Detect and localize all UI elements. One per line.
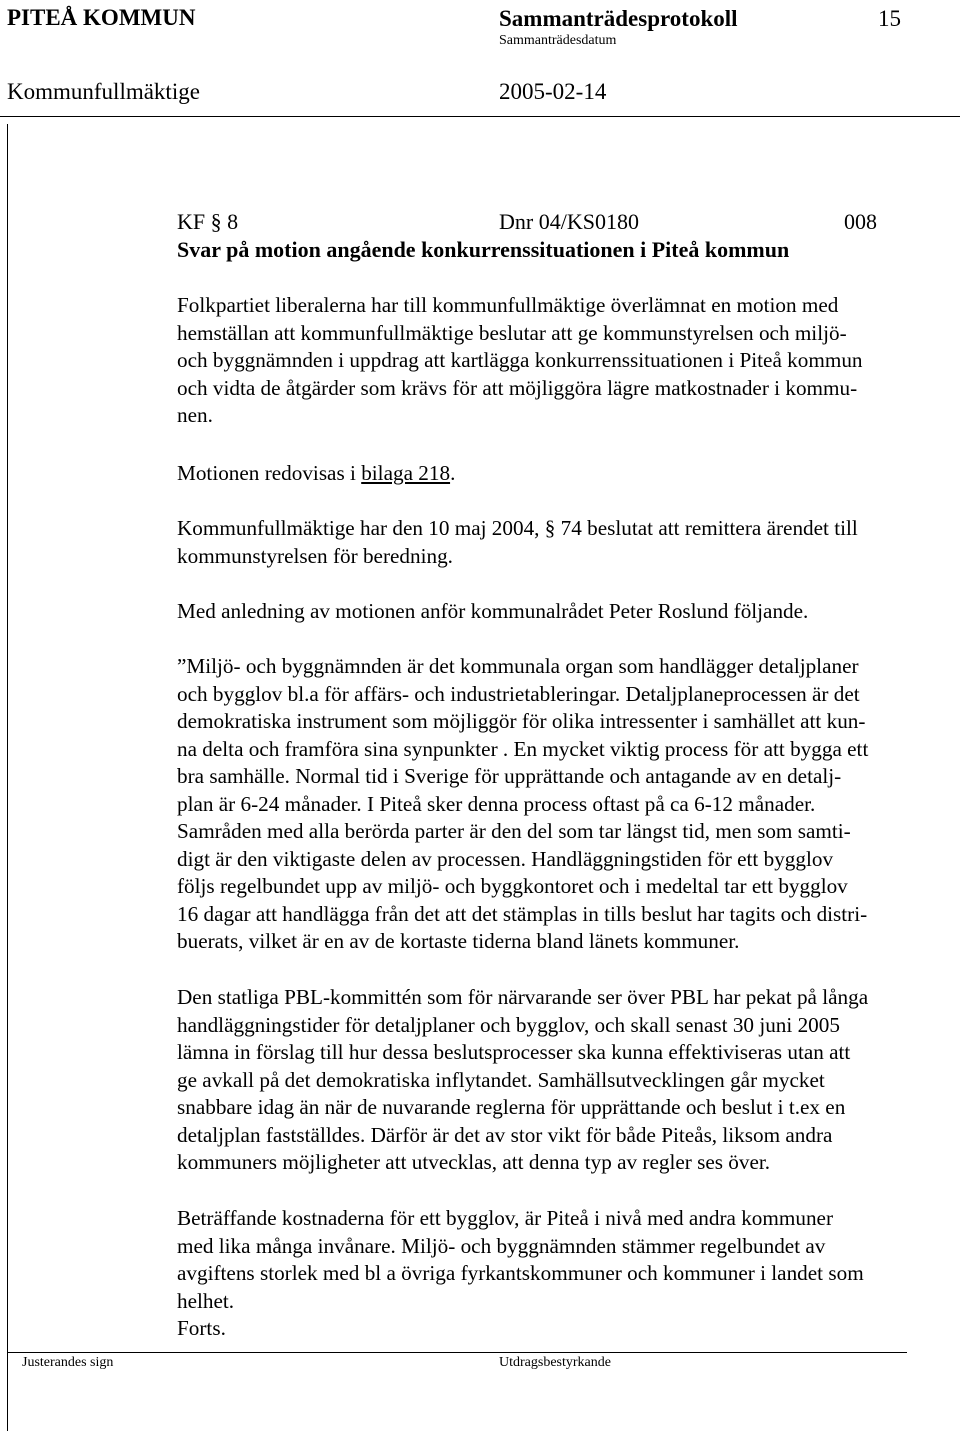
text-segment: . — [450, 461, 456, 485]
text-line: ”Miljö- och byggnämnden är det kommunala organ som handlägger detaljplaner — [177, 654, 859, 678]
text-line: buerats, vilket är en av de kortaste tiderna bland länets kommuner. — [177, 929, 740, 953]
text-line: och byggnämnden i uppdrag att kartlägga konkurrenssituationen i Piteå kommun — [177, 348, 863, 372]
paragraph-intro — [177, 598, 960, 626]
text-line: demokratiska instrument som möjliggör för olika intressenter i samhället att kun- — [177, 709, 866, 733]
text-line: Folkpartiet liberalerna har till kommunfullmäktige överlämnat en motion med — [177, 293, 839, 317]
text-line: avgiftens storlek med bl a övriga fyrkantskommuner och kommuner i landet som — [177, 1261, 864, 1285]
text-segment: 74 beslutat att remittera ärendet till — [555, 516, 858, 540]
text-line: och bygglov bl.a för affärs- och industrietableringar. Detaljplaneprocessen är det — [177, 681, 860, 706]
date-label: Sammanträdesdatum — [499, 33, 617, 48]
text-segment: Motionen redovisas i — [177, 461, 362, 485]
paragraph-quote — [177, 653, 960, 956]
paragraph-costs — [177, 1205, 960, 1343]
document-type: Sammanträdesprotokoll — [499, 6, 738, 31]
text-line: kommuners möjligheter att utvecklas, att denna typ av regler ses över. — [177, 1150, 771, 1174]
text-line: handläggningstider för detaljplaner och bygglov, och skall senast 30 juni 2005 — [177, 1012, 840, 1037]
text-line: lämna in förslag till hur dessa beslutsprocesser ska kunna effektiviseras utan att — [177, 1040, 851, 1064]
text-line: nen. — [177, 403, 213, 427]
certification-label: Utdragsbestyrkande — [499, 1355, 611, 1370]
case-section — [177, 209, 238, 235]
case-code: 008 — [844, 209, 877, 234]
section-sign: § — [544, 516, 556, 540]
text-line: helhet. — [177, 1288, 235, 1313]
text-segment: Kommunfullmäktige har den 10 maj 2004, — [177, 516, 545, 540]
text-line: snabbare idag än när de nuvarande reglerna för upprättande och beslut i t.ex en — [177, 1095, 846, 1119]
paragraph-attachment — [177, 460, 960, 488]
signature-label: Justerandes sign — [22, 1355, 114, 1370]
text-line: och vidta de åtgärder som krävs för att möjliggöra lägre matkostnader i kommu- — [177, 375, 858, 400]
meeting-date: 2005-02-14 — [499, 79, 607, 104]
text-line: Med anledning av motionen anför kommunalrådet Peter Roslund följande. — [177, 599, 809, 623]
text-line: detaljplan fastställdes. Därför är det av stor vikt för både Piteås, liksom andra — [177, 1122, 833, 1147]
organization-name: PITEÅ KOMMUN — [7, 5, 196, 30]
page-number: 15 — [878, 6, 901, 31]
case-title: Svar på motion angående konkurrenssituationen i Piteå kommun — [177, 237, 790, 262]
paragraph-motion — [177, 292, 960, 430]
paragraph-pbl — [177, 984, 960, 1177]
governing-body: Kommunfullmäktige — [7, 79, 200, 104]
case-prefix: KF — [177, 209, 206, 234]
text-line: plan är 6-24 månader. I Piteå sker denna process oftast på ca 6-12 månader. — [177, 791, 816, 816]
text-line: ge avkall på det demokratiska inflytandet. Samhällsutvecklingen går mycket — [177, 1067, 825, 1092]
text-line: bra samhälle. Normal tid i Sverige för upprättande och antagande av en detalj- — [177, 764, 842, 788]
left-margin-rule — [7, 124, 8, 1431]
text-line: med lika många invånare. Miljö- och byggnämnden stämmer regelbundet av — [177, 1233, 826, 1258]
text-line: Den statliga PBL-kommittén som för närvarande ser över PBL har pekat på långa — [177, 985, 869, 1009]
text-line: följs regelbundet upp av miljö- och byggkontoret och i medeltal tar ett bygglov — [177, 874, 848, 898]
attachment-link[interactable]: bilaga 218 — [361, 461, 451, 485]
text-line: hemställan att kommunfullmäktige beslutar att ge kommunstyrelsen och miljö- — [177, 320, 847, 345]
text-line: kommunstyrelsen för beredning. — [177, 543, 453, 568]
text-line: na delta och framföra sina synpunkter . En mycket viktig process för att bygga ett — [177, 736, 869, 761]
paragraph-referral — [177, 515, 960, 570]
text-line: digt är den viktigaste delen av processen. Handläggningstiden för ett bygglov — [177, 846, 834, 871]
text-line: Samråden med alla berörda parter är den del som tar längst tid, men som samti- — [177, 819, 851, 843]
section-sign: § — [210, 209, 222, 234]
case-dnr: Dnr 04/KS0180 — [499, 209, 639, 234]
continued-marker: Forts. — [177, 1316, 226, 1340]
footer-divider — [7, 1352, 907, 1353]
text-line: Beträffande kostnaderna för ett bygglov, är Piteå i nivå med andra kommuner — [177, 1206, 834, 1230]
section-number: 8 — [227, 209, 239, 234]
text-line: 16 dagar att handlägga från det att det stämplas in tills beslut har tagits och distri- — [177, 901, 868, 926]
header-divider — [0, 116, 960, 117]
